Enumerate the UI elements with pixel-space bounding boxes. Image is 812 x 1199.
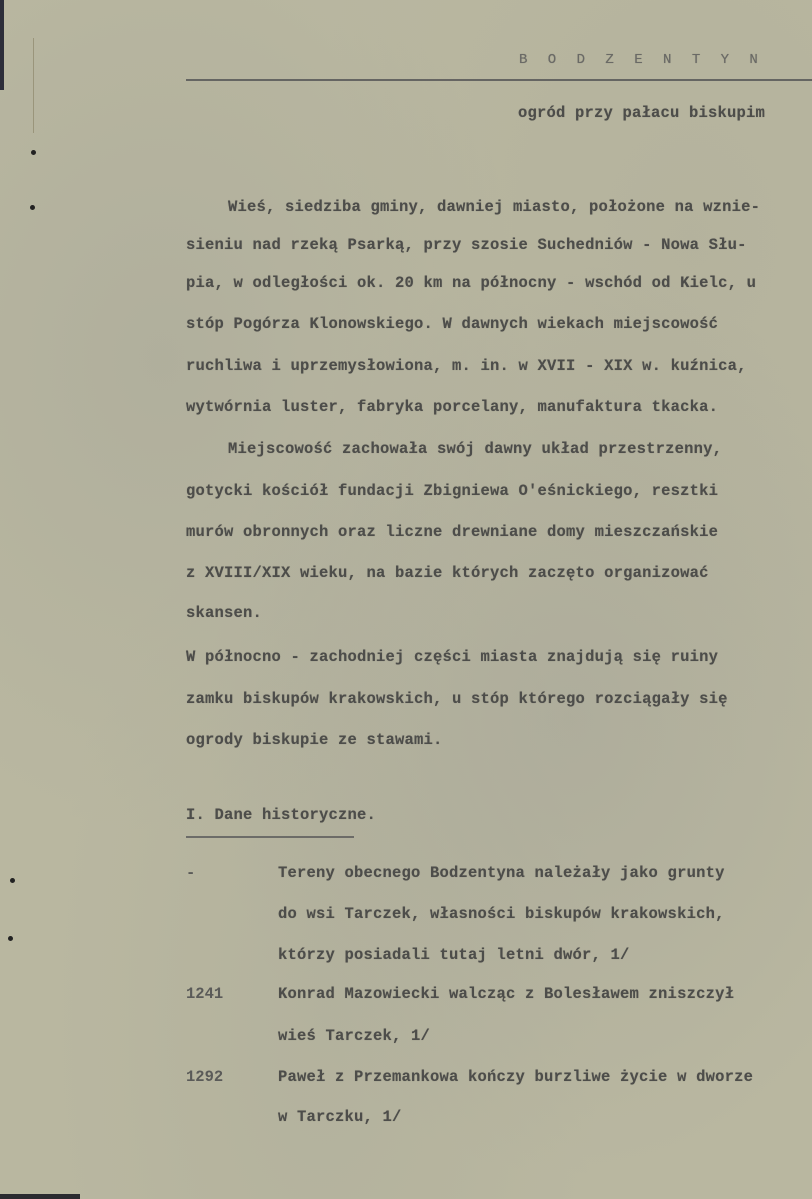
text-line: z XVIII/XIX wieku, na bazie których zaczęto organizować [186,564,709,582]
document-title: B O D Z E N T Y N [519,52,764,68]
section-underline [186,836,354,838]
text-line: Miejscowość zachowała swój dawny układ przestrzenny, [228,440,723,458]
text-line: ogrody biskupie ze stawami. [186,731,443,749]
text-line: Wieś, siedziba gminy, dawniej miasto, położone na wznie- [228,198,761,216]
scan-edge-bottom [0,1194,80,1199]
timeline-date: 1241 [186,985,224,1003]
timeline-text: Tereny obecnego Bodzentyna należały jako grunty [278,864,725,882]
timeline-date: 1292 [186,1068,224,1086]
text-line: W północno - zachodniej części miasta znajdują się ruiny [186,648,719,666]
header-rule [186,79,812,81]
text-line: wytwórnia luster, fabryka porcelany, manufaktura tkacka. [186,398,719,416]
punch-hole [8,936,13,941]
document-subtitle: ogród przy pałacu biskupim [518,104,766,122]
punch-hole [31,150,36,155]
text-line: stóp Pogórza Klonowskiego. W dawnych wiekach miejscowość [186,315,719,333]
punch-hole [30,205,35,210]
text-line: pia, w odległości ok. 20 km na północny - wschód od Kielc, u [186,274,757,292]
timeline-text: do wsi Tarczek, własności biskupów krakowskich, [278,905,725,923]
timeline-text: Paweł z Przemankowa kończy burzliwe życie w dworze [278,1068,754,1086]
timeline-text: Konrad Mazowiecki walcząc z Bolesławem zniszczył [278,985,735,1003]
section-heading: I. Dane historyczne. [186,806,377,824]
timeline-date: - [186,864,196,882]
timeline-text: wieś Tarczek, 1/ [278,1027,431,1045]
timeline-text: którzy posiadali tutaj letni dwór, 1/ [278,946,630,964]
timeline-text: w Tarczku, 1/ [278,1108,402,1126]
punch-hole [10,878,15,883]
paper-fold [33,38,34,133]
text-line: skansen. [186,604,263,622]
scan-edge [0,0,4,90]
text-line: zamku biskupów krakowskich, u stóp którego rozciągały się [186,690,728,708]
text-line: sieniu nad rzeką Psarką, przy szosie Suchedniów - Nowa Słu- [186,236,747,254]
text-line: gotycki kościół fundacji Zbigniewa O'eśnickiego, resztki [186,482,719,500]
text-line: ruchliwa i uprzemysłowiona, m. in. w XVII - XIX w. kuźnica, [186,357,747,375]
text-line: murów obronnych oraz liczne drewniane domy mieszczańskie [186,523,719,541]
